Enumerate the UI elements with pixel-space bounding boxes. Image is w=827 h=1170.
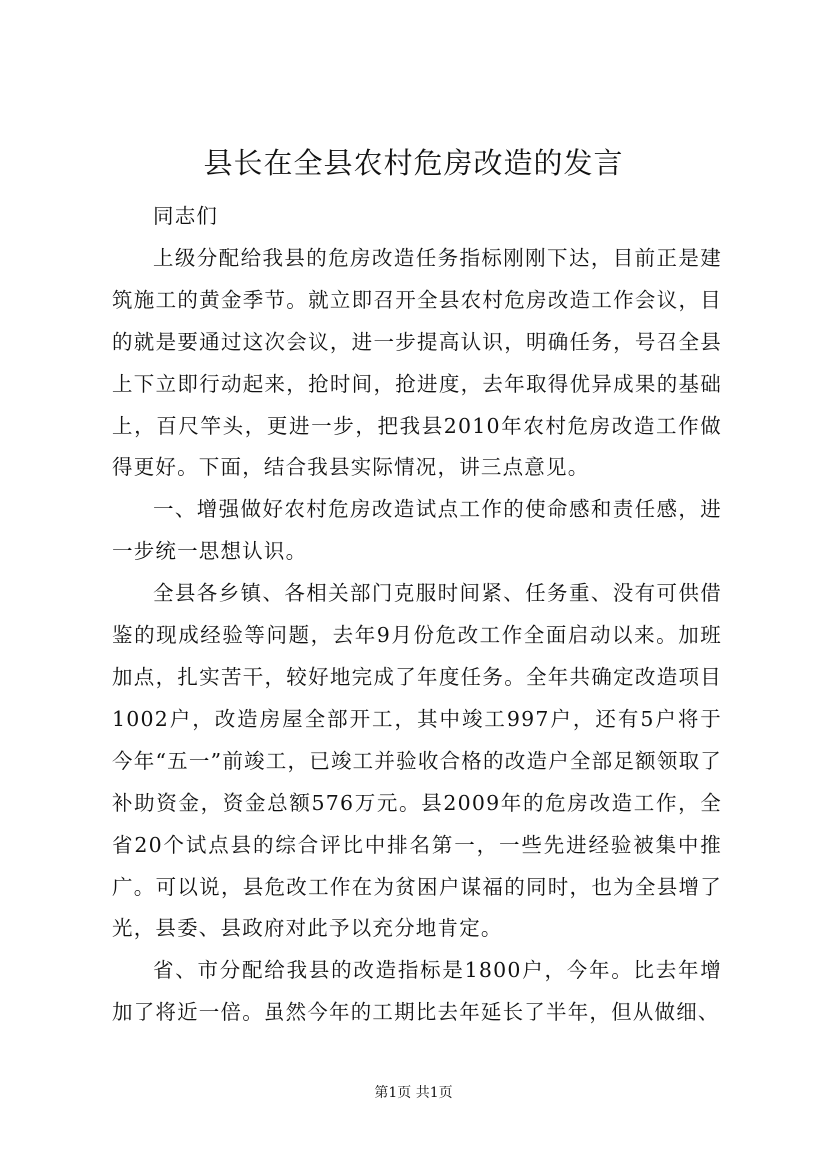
salutation: 同志们 [153,204,219,228]
page-footer: 第1页 共1页 [374,1085,453,1101]
paragraph-achievements: 全县各乡镇、各相关部门克服时间紧、任务重、没有可供借鉴的现成经验等问题，去年9月份危改工作全面启动以来。加班加点，扎实苦干，较好地完成了年度任务。全年共确定改造项目1002户，改造房屋全部开工，其中竣工997户，还有5户将于今年“五一”前竣工，已竣工并验收合格的改造户全部足额领取了补助资金，资金总额576万元。县2009年的危房改造工作，全省20个试点县的综合评比中排名第一，一些先进经验被集中推广。可以说，县危改工作在为贫困户谋福的同时，也为全县增了光，县委、县政府对此予以充分地肯定。 [112,581,722,941]
section-heading-1: 一、增强做好农村危房改造试点工作的使命感和责任感，进一步统一思想认识。 [112,497,722,564]
document-title: 县长在全县农村危房改造的发言 [203,146,624,180]
paragraph-targets: 省、市分配给我县的改造指标是1800户，今年。比去年增加了将近一倍。虽然今年的工期比去年延长了半年，但从做细、 [112,958,722,1025]
paragraph-intro: 上级分配给我县的危房改造任务指标刚刚下达，目前正是建筑施工的黄金季节。就立即召开全县农村危房改造工作会议，目的就是要通过这次会议，进一步提高认识，明确任务，号召全县上下立即行动起来，抢时间，抢进度，去年取得优异成果的基础上，百尺竿头，更进一步，把我县2010年农村危房改造工作做得更好。下面，结合我县实际情况，讲三点意见。 [112,245,722,480]
document-body [112,196,722,1034]
